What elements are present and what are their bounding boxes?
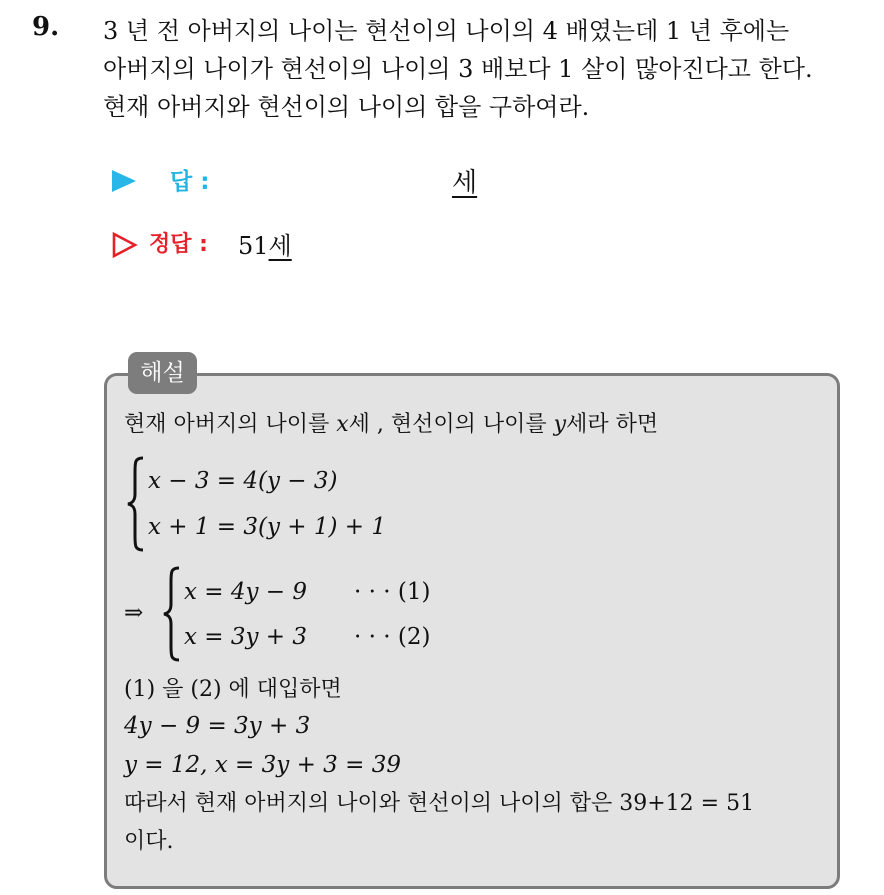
play-arrow-icon [112,170,136,192]
conclusion-line: 따라서 현재 아버지의 나이와 현선이의 나이의 합은 39+12 = 51 [124,791,755,816]
question-number: 9. [32,12,60,42]
intro-var-x: x [336,412,349,437]
system2-ref1: · · · (1) [354,579,431,605]
question-line-2: 아버지의 나이가 현선이의 나이의 3 배보다 1 살이 많아진다고 한다. [103,55,813,83]
step2-line: y = 12, x = 3y + 3 = 39 [124,752,401,778]
question-text [103,12,873,126]
system2-eq2: x = 3y + 3 [184,624,308,650]
question-line-1: 3 년 전 아버지의 나이는 현선이의 나이의 4 배였는데 1 년 후에는 [103,17,790,45]
intro-text-2: 세 , 현선이의 나이를 [348,412,554,437]
outline-arrow-icon [112,232,138,258]
system-brace-1 [126,456,146,552]
intro-text-1: 현재 아버지의 나이를 [124,412,337,437]
implies-symbol: ⇒ [124,600,144,626]
system1-eq1: x − 3 = 4(y − 3) [148,468,338,494]
system2-ref2: · · · (2) [354,624,431,650]
system1-eq2: x + 1 = 3(y + 1) + 1 [148,514,387,540]
correct-answer-value [238,226,292,261]
correct-answer-unit: 세 [268,232,292,260]
substitute-line: (1) 을 (2) 에 대입하면 [124,677,342,702]
intro-var-y: y [553,412,567,437]
solution-intro [124,410,658,440]
solution-tag: 해설 [128,352,197,394]
answer-label: 답 : [170,169,210,195]
answer-unit: 세 [452,168,478,198]
step1-line: 4y − 9 = 3y + 3 [124,713,311,739]
correct-answer-number: 51 [238,232,269,260]
correct-answer-label: 정답 : [149,232,208,257]
system-brace-2 [162,566,182,662]
ending-line: 이다. [124,829,174,854]
intro-text-3: 세라 하면 [566,412,659,437]
system2-eq1: x = 4y − 9 [184,579,308,605]
correct-answer-row [112,226,612,262]
answer-row [112,162,612,198]
question-line-3: 현재 아버지와 현선이의 나이의 합을 구하여라. [103,93,590,121]
